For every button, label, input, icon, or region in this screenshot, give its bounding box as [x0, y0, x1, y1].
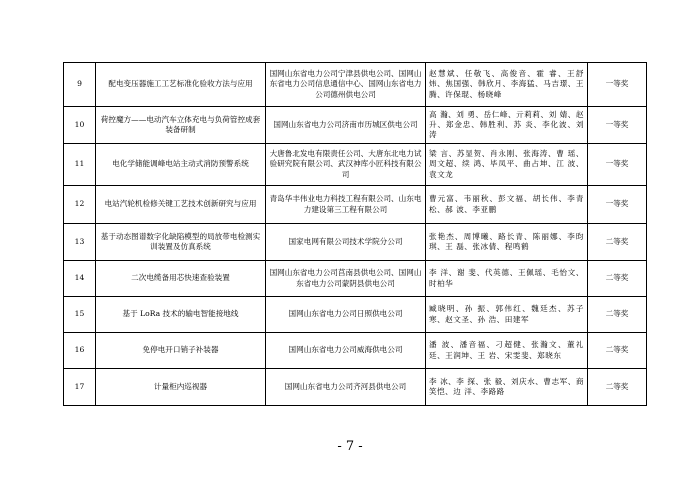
award-grade: 一等奖 [588, 107, 647, 144]
table-row [64, 107, 647, 144]
completing-units: 国网山东省电力公司济南市历城区供电公司 [266, 107, 426, 144]
project-name: 基于 LoRa 技术的输电智能接地线 [96, 297, 266, 333]
table-row [64, 261, 647, 297]
row-number: 17 [64, 369, 96, 406]
row-number: 9 [64, 63, 96, 107]
table-row [64, 224, 647, 261]
project-name: 基于动态图谱数字化缺陷模型的局放带电检测实训装置及仿真系统 [96, 224, 266, 261]
project-name: 电站汽轮机检修关键工艺技术创新研究与应用 [96, 186, 266, 224]
row-number: 14 [64, 261, 96, 297]
page-number: - 7 - [337, 439, 363, 454]
completing-people: 高 瀚、刘 勇、岳仁峰、亓莉莉、刘 婧、赵 升、郑金忠、韩胜利、苏 炎、李化波、刘 涛 [426, 107, 588, 144]
award-grade: 二等奖 [588, 261, 647, 297]
row-number: 10 [64, 107, 96, 144]
completing-units: 国网山东省电力公司威海供电公司 [266, 333, 426, 369]
completing-units: 国家电网有限公司技术学院分公司 [266, 224, 426, 261]
project-name: 二次电缆备用芯快速查验装置 [96, 261, 266, 297]
award-grade: 二等奖 [588, 297, 647, 333]
awards-table [63, 62, 647, 406]
table-row [64, 369, 647, 406]
project-name: 免停电开口销子补装器 [96, 333, 266, 369]
completing-units: 青岛华丰伟业电力科技工程有限公司、山东电力建设第三工程有限公司 [266, 186, 426, 224]
table-row [64, 144, 647, 186]
table-row [64, 186, 647, 224]
row-number: 16 [64, 333, 96, 369]
row-number: 13 [64, 224, 96, 261]
project-name: 计量柜内巡视器 [96, 369, 266, 406]
award-grade: 一等奖 [588, 63, 647, 107]
table-row [64, 63, 647, 107]
completing-people: 臧晓明、孙 振、郭伟红、魏廷杰、苏子寒、赵文圣、孙 浩、田建军 [426, 297, 588, 333]
completing-units: 国网山东省电力公司齐河县供电公司 [266, 369, 426, 406]
project-name: 配电变压器施工工艺标准化验收方法与应用 [96, 63, 266, 107]
award-grade: 二等奖 [588, 369, 647, 406]
completing-people: 潘 波、潘音福、刁超健、张瀚文、董礼廷、王润坤、王 岩、宋雯斐、郑晓东 [426, 333, 588, 369]
completing-people: 张艳杰、周博曦、路长青、陈丽娜、李昀琪、王 磊、张冰倩、程鸣鹤 [426, 224, 588, 261]
table-row [64, 333, 647, 369]
completing-units: 国网山东省电力公司莒南县供电公司、国网山东省电力公司蒙阴县供电公司 [266, 261, 426, 297]
award-grade: 一等奖 [588, 186, 647, 224]
row-number: 15 [64, 297, 96, 333]
completing-units: 国网山东省电力公司宁津县供电公司、国网山东省电力公司信息通信中心、国网山东省电力公司德州供电公司 [266, 63, 426, 107]
completing-units: 大唐鲁北发电有限责任公司、大唐东北电力试验研究院有限公司、武汉神库小匠科技有限公司 [266, 144, 426, 186]
award-grade: 一等奖 [588, 144, 647, 186]
completing-units: 国网山东省电力公司日照供电公司 [266, 297, 426, 333]
completing-people: 曹元富、韦丽秋、彭文福、胡长伟、李青松、郝 波、李亚鹏 [426, 186, 588, 224]
table-row [64, 297, 647, 333]
project-name: 电化学储能调峰电站主动式消防预警系统 [96, 144, 266, 186]
completing-people: 赵慧斌、任敬飞、高俊音、霍 睿、王舒炜、焦国强、韩欣月、李海猛、马吉璟、王 腾、许保琨、杨晓峰 [426, 63, 588, 107]
row-number: 12 [64, 186, 96, 224]
completing-people: 李 洋、谢 斐、代英德、王佩瑶、毛怡文、时柏华 [426, 261, 588, 297]
completing-people: 李 冰、李 探、张 毅、刘庆水、曹志军、商笑恺、边 洋、李路路 [426, 369, 588, 406]
project-name: 荷控魔方——电动汽车立体充电与负荷管控成套装备研制 [96, 107, 266, 144]
award-grade: 二等奖 [588, 333, 647, 369]
award-grade: 二等奖 [588, 224, 647, 261]
completing-people: 梁 言、苏显贺、肖永刚、张海涛、曹 瑶、周文超、续 鸿、毕凤平、曲占坤、江 波、袁文龙 [426, 144, 588, 186]
row-number: 11 [64, 144, 96, 186]
